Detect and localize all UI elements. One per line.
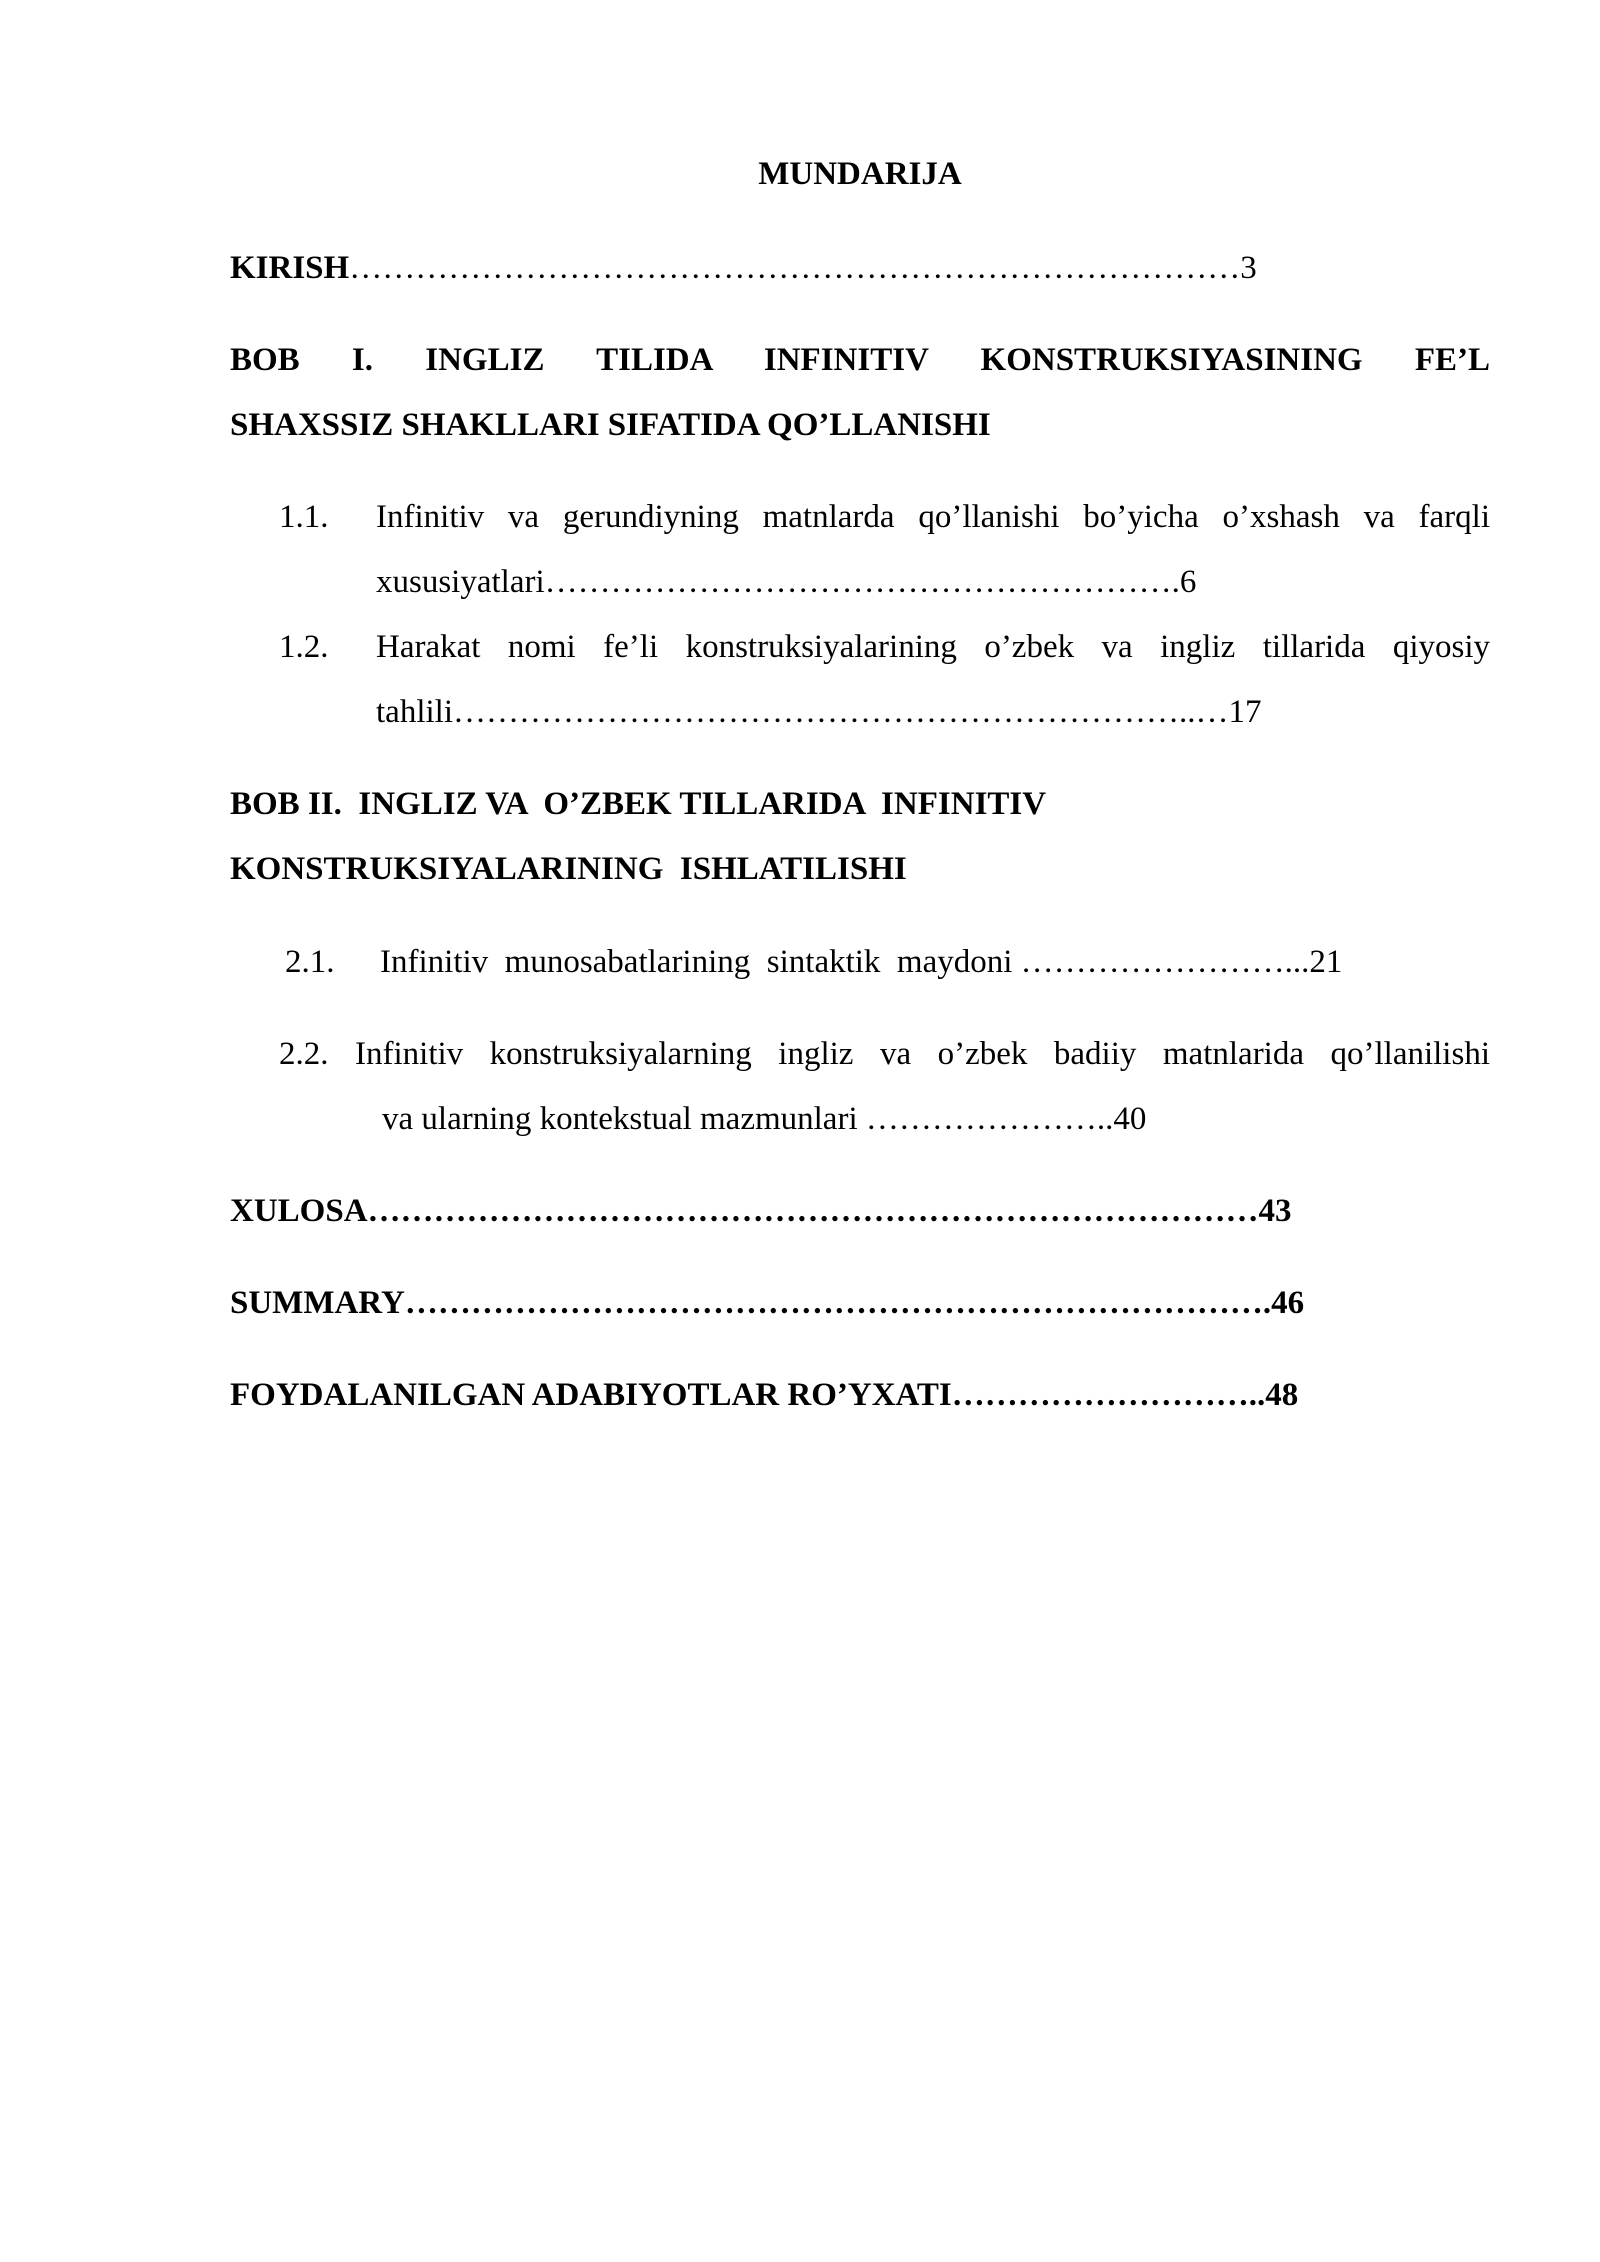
- toc-entry-xulosa: XULOSA………………………………………………………………………43: [230, 1193, 1292, 1229]
- toc-item-1-2-line1: Harakat nomi fe’li konstruksiyalarining o’zbek va ingliz tillarida qiyosiy: [376, 629, 1490, 665]
- chapter-1-heading-line1: BOB I. INGLIZ TILIDA INFINITIV KONSTRUKSIYASINING FE’L: [230, 342, 1490, 378]
- toc-item-1-1-number: 1.1.: [279, 499, 329, 535]
- chapter-1-heading-line2: SHAXSSIZ SHAKLLARI SIFATIDA QO’LLANISHI: [230, 407, 991, 443]
- toc-item-1-1-line1: Infinitiv va gerundiyning matnlarda qo’llanishi bo’yicha o’xshash va farqli: [376, 499, 1490, 535]
- toc-item-2-1-number: 2.1.: [285, 944, 335, 980]
- toc-entry-kirish-page: 3: [1240, 250, 1257, 286]
- toc-item-2-1-line1: Infinitiv munosabatlarining sintaktik maydoni ……………………...21: [380, 944, 1343, 980]
- toc-entry-kirish: [230, 248, 1257, 288]
- page-title: MUNDARIJA: [758, 156, 962, 192]
- toc-entry-summary: SUMMARY…………………………………………………………………….46: [230, 1285, 1305, 1321]
- chapter-1-heading: [230, 340, 1490, 445]
- toc-entry-kirish-dots: ………………………………………………………………………: [349, 250, 1241, 286]
- toc-entry-adabiyotlar: FOYDALANILGAN ADABIYOTLAR RO’YXATI………………………..48: [230, 1377, 1299, 1413]
- toc-entry-kirish-label: KIRISH: [230, 250, 350, 286]
- chapter-2-heading-line1: BOB II. INGLIZ VA O’ZBEK TILLARIDA INFINITIV: [230, 786, 1047, 822]
- toc-item-1-1-line2: xususiyatlari………………………………………………….6: [376, 564, 1197, 600]
- chapter-2-heading: [230, 784, 1230, 889]
- toc-item-2-2-line2: va ularning kontekstual mazmunlari …………………..40: [382, 1101, 1147, 1137]
- chapter-2-heading-line2: KONSTRUKSIYALARINING ISHLATILISHI: [230, 851, 907, 887]
- toc-item-1-2-number: 1.2.: [279, 629, 329, 665]
- toc-item-1-2-line2: tahlili…………………………………………………………..…17: [376, 694, 1262, 730]
- toc-item-2-2-line1: 2.2. Infinitiv konstruksiyalarning ingliz va o’zbek badiiy matnlarida qo’llanilishi: [279, 1036, 1490, 1072]
